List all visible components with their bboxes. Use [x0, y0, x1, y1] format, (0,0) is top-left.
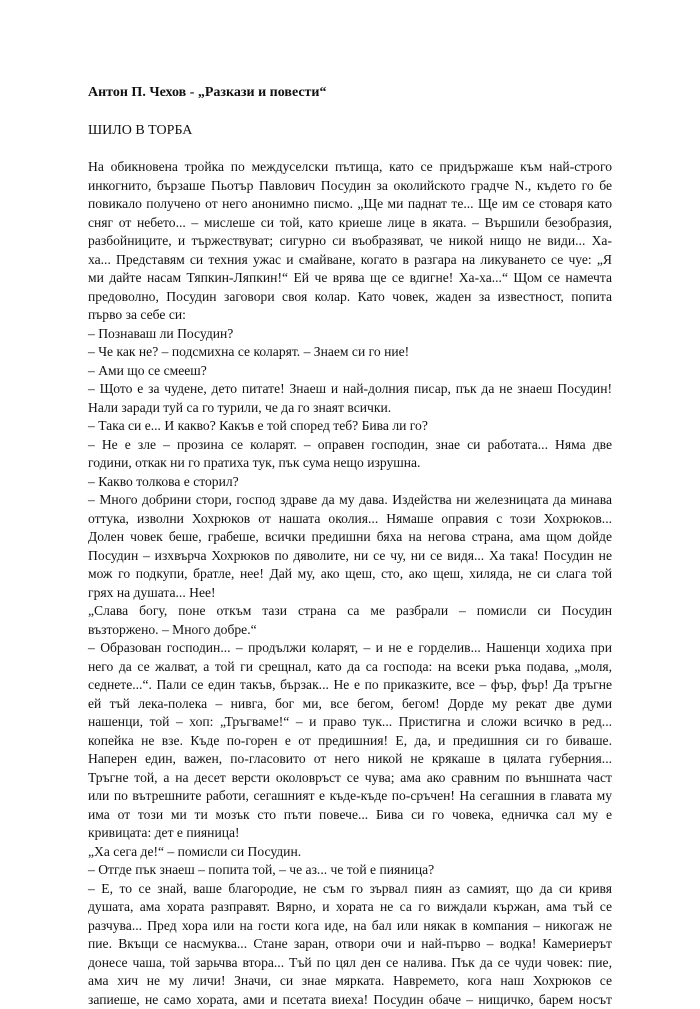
- text-line: години, откак ни го пратиха тук, пък сума нещо изрушна.: [88, 454, 612, 473]
- text-line: инкогнито, бързаше Пьотър Павлович Посудин за околийското градче N., където го бе: [88, 177, 612, 196]
- text-line: Тръгне той, а на десет версти околовръст се чува; ама ако сравним по външната част: [88, 769, 612, 788]
- text-line: разчува... Пред хора или на гости кога иде, на бал или някак в компания – никогаж не: [88, 917, 612, 936]
- text-line: Посудин – изхвърча Хохрюков по дяволите, ни се чу, ни се видя... Ха така! Посудин не: [88, 547, 612, 566]
- text-line: него да се жалват, а той ги срещнал, като да са господа: на всеки ръка подава, „моля,: [88, 658, 612, 677]
- text-line: седнете...“. Пали се един такъв, бързак... Не е по приказките, все – фър, фър! Да тръгне: [88, 676, 612, 695]
- text-line: първо за себе си:: [88, 306, 612, 325]
- text-line: повикало получено от него анонимно писмо. „Ще ми паднат те... Ще им се стоваря като: [88, 195, 612, 214]
- text-line: – Ами що се смееш?: [88, 362, 612, 381]
- text-line: „Ха сега де!“ – помисли си Посудин.: [88, 843, 612, 862]
- text-line: нашенци, той – хоп: „Тръгваме!“ – и право тук... Пристигна и сложи всичко в ред...: [88, 713, 612, 732]
- text-line: душата, ама хората разправят. Вярно, и хората не са го виждали кържан, ама тъй се: [88, 898, 612, 917]
- text-line: мож го подкупи, братле, нее! Дай му, ако щеш, сто, ако щеш, хиляда, не си слага той: [88, 565, 612, 584]
- story-title: ШИЛО В ТОРБА: [88, 122, 192, 140]
- text-line: възторжено. – Много добре.“: [88, 621, 612, 640]
- text-line: копейка не взе. Къде по-горен е от предишния! Е, да, и предишния си го биваше.: [88, 732, 612, 751]
- text-line: ей тъй лека-полека – нивга, бог ми, все бегом, бегом! Дорде му рекат две думи: [88, 695, 612, 714]
- text-line: Нали заради туй са го турили, че да го знаят всички.: [88, 399, 612, 418]
- story-body: [88, 158, 612, 1009]
- text-line: – Много добрини стори, господ здраве да му дава. Издейства ни железницата да минава: [88, 491, 612, 510]
- text-line: ми дайте насам Тяпкин-Ляпкин!“ Ей че врява ще се вдигне! Ха-ха...“ Щом се намечта: [88, 269, 612, 288]
- text-line: – Така си е... И какво? Какъв е той според теб? Бива ли го?: [88, 417, 612, 436]
- text-line: Наперен един, важен, по-гласовито от него никой не крякаше в цялата губерния...: [88, 750, 612, 769]
- text-line: На обикновена тройка по междуселски пътища, като се придържаше към най-строго: [88, 158, 612, 177]
- text-line: грях на душата... Нее!: [88, 584, 612, 603]
- text-line: – Е, то се знай, ваше благородие, не съм го зървал пиян аз самият, що да си кривя: [88, 880, 612, 899]
- text-line: ха... Представям си техния ужас и смайване, когато в разгара на ликуването се чуе: „Я: [88, 251, 612, 270]
- text-line: сняг от небето... – мислеше си той, като криеше лице в яката. – Вършили безобразия,: [88, 214, 612, 233]
- text-line: кривицата: дет е пияница!: [88, 824, 612, 843]
- document-header: Антон П. Чехов - „Разкази и повести“: [88, 84, 327, 102]
- text-line: има от този ми ти мозък сто пъти повече... Бива си го човека, едничка сал му е: [88, 806, 612, 825]
- text-line: „Слава богу, поне откъм тази страна са ме разбрали – помисли си Посудин: [88, 602, 612, 621]
- text-line: – Че как не? – подсмихна се коларят. – Знаем си го ние!: [88, 343, 612, 362]
- text-line: донесе чаша, той зарьчва втора... Тъй по цял ден се налива. Пък да се чуди човек: пие,: [88, 954, 612, 973]
- text-line: запиеше, не само хората, ами и псетата виеха! Посудин обаче – нищичко, барем носът: [88, 991, 612, 1009]
- text-line: – Не е зле – прозина се коларят. – оправен господин, знае си работата... Няма две: [88, 436, 612, 455]
- text-line: – Щото е за чудене, дето питате! Знаеш и най-долния писар, пък да не знаеш Посудин!: [88, 380, 612, 399]
- text-line: – Познаваш ли Посудин?: [88, 325, 612, 344]
- text-line: – Отгде пък знаеш – попита той, – че аз... че той е пияница?: [88, 861, 612, 880]
- text-line: Долен човек беше, грабеше, всички предишни бяха на негова страна, ама щом дойде: [88, 528, 612, 547]
- text-line: предоволно, Посудин заговори своя колар. Като човек, жаден за известност, попита: [88, 288, 612, 307]
- text-line: ама хич не му личи! Значи, си знае мярката. Навремето, кога наш Хохрюков се: [88, 972, 612, 991]
- text-line: пие. Вкъщи се насмуква... Стане заран, отвори очи и най-първо – водка! Камериерът: [88, 935, 612, 954]
- text-line: – Какво толкова е сторил?: [88, 473, 612, 492]
- text-line: или по вътрешните работи, сегашният е къде-къде по-сръчен! На сегашния в главата му: [88, 787, 612, 806]
- text-line: разбойниците, и тържествуват; сигурно си въобразяват, че никой нищо не види... Ха-: [88, 232, 612, 251]
- text-line: – Образован господин... – продължи коларят, – и не е горделив... Нашенци ходиха при: [88, 639, 612, 658]
- text-line: оттука, изволни Хохрюков от нашата околия... Нямаше оправия с този Хохрюков...: [88, 510, 612, 529]
